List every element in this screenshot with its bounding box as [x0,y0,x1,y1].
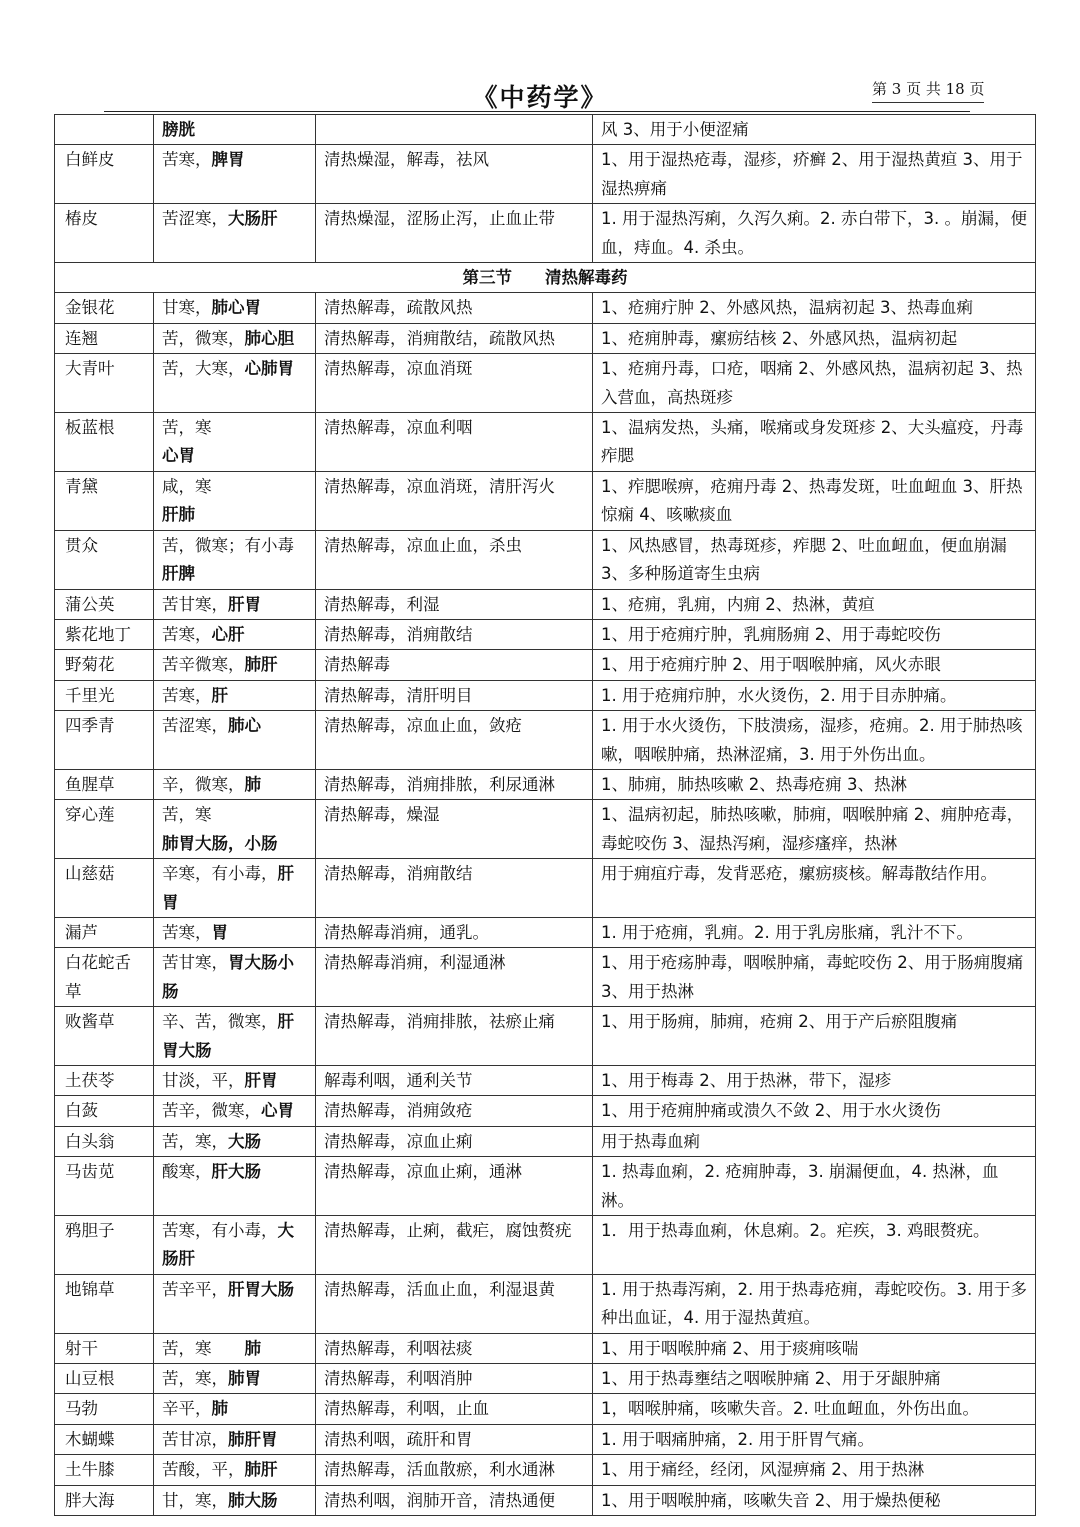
property-nature: 辛平， [162,1399,212,1419]
table-row [55,1096,1036,1126]
effect-cell: 清热解毒，活血止血，利湿退黄 [316,1274,593,1333]
table-row [55,1126,1036,1156]
table-row [55,650,1036,680]
table-row [55,413,1036,472]
table-row [55,1274,1036,1333]
table-row [55,204,1036,263]
effect-cell: 清热解毒，利咽，止血 [316,1394,593,1424]
section-row [55,263,1036,293]
usage-cell: 1、用于疮疡肿毒，咽喉肿痛，毒蛇咬伤 2、用于肠痈腹痛 3、用于热淋 [593,948,1036,1007]
effect-cell: 清热解毒 [316,650,593,680]
property-nature: 苦，寒 [162,418,212,438]
herb-name: 紫花地丁 [55,619,154,649]
property-cell [154,769,316,799]
table-row [55,619,1036,649]
usage-cell: 1. 用于咽痛肿痛，2. 用于肝胃气痛。 [593,1424,1036,1454]
effect-cell: 清热解毒，凉血止痢 [316,1126,593,1156]
effect-cell: 清热解毒，消痈散结 [316,859,593,918]
table-row [55,917,1036,947]
table-row [55,948,1036,1007]
property-meridian: 肺 [244,774,261,794]
property-meridian: 肺胃 [228,1369,261,1389]
usage-cell: 1、疮痈肿毒，瘰疬结核 2、外感风热，温病初起 [593,323,1036,353]
effect-cell: 清热解毒，消痈散结，疏散风热 [316,323,593,353]
property-nature: 苦涩寒， [162,209,228,229]
property-nature: 苦，微寒；有小毒 [162,535,294,555]
property-cell [154,917,316,947]
herb-name: 蒲公英 [55,589,154,619]
property-nature: 苦，寒 [162,805,212,825]
table-row [55,323,1036,353]
herb-name: 鱼腥草 [55,769,154,799]
herb-name: 贯众 [55,530,154,589]
effect-cell: 清热利咽，疏肝和胃 [316,1424,593,1454]
property-meridian: 心肺胃 [244,359,294,379]
property-cell [154,619,316,649]
property-meridian: 肝胃 [228,594,261,614]
effect-cell: 清热解毒，利咽消肿 [316,1364,593,1394]
table-row [55,589,1036,619]
effect-cell: 清热解毒，清肝明目 [316,680,593,710]
property-meridian: 肺心 [228,716,261,736]
property-meridian: 膀胱 [162,120,195,139]
usage-cell: 1、用于痛经，经闭，风湿痹痛 2、用于热淋 [593,1455,1036,1485]
herb-name: 椿皮 [55,204,154,263]
property-cell [154,1096,316,1126]
section-title: 第三节 清热解毒药 [55,263,1036,293]
effect-cell: 清热解毒，利咽祛痰 [316,1333,593,1363]
table-row [55,680,1036,710]
property-cell [154,115,316,145]
effect-cell: 清热解毒，燥湿 [316,800,593,859]
property-nature: 苦辛，微寒， [162,1101,261,1121]
page-number: 第 3 页 共 18 页 [872,78,984,103]
herb-name: 射干 [55,1333,154,1363]
property-meridian: 肺 [244,1338,261,1358]
usage-cell: 1、用于疮痈疔肿 2、用于咽喉肿痛，风火赤眼 [593,650,1036,680]
property-cell [154,413,316,472]
property-cell [154,859,316,918]
property-cell [154,1364,316,1394]
usage-cell: 1、用于梅毒 2、用于热淋，带下，湿疹 [593,1066,1036,1096]
usage-cell: 1、用于疮痈肿痛或溃久不敛 2、用于水火烫伤 [593,1096,1036,1126]
herb-name: 青黛 [55,471,154,530]
property-cell [154,650,316,680]
property-cell [154,1394,316,1424]
effect-cell: 清热解毒，凉血止痢，通淋 [316,1157,593,1216]
property-cell [154,589,316,619]
property-meridian: 肝脾 [162,564,195,584]
property-nature: 咸，寒 [162,476,212,496]
property-cell [154,1126,316,1156]
herb-name: 四季青 [55,711,154,770]
property-meridian: 肝大肠 [211,1162,261,1182]
herb-name: 千里光 [55,680,154,710]
property-nature: 苦，大寒， [162,359,245,379]
property-cell [154,1274,316,1333]
effect-cell: 清热解毒，消痈排脓，利尿通淋 [316,769,593,799]
usage-cell: 1. 用于湿热泻痢，久泻久痢。2. 赤白带下，3. 。崩漏，便血，痔血。4. 杀虫。 [593,204,1036,263]
property-meridian: 大肠 [228,1131,261,1151]
effect-cell: 清热解毒，消痈排脓，祛瘀止痛 [316,1007,593,1066]
usage-cell: 1、疮痈丹毒，口疮，咽痛 2、外感风热，温病初起 3、热入营血，高热斑疹 [593,354,1036,413]
property-nature: 苦寒，有小毒， [162,1221,278,1241]
property-nature: 苦辛微寒， [162,655,245,675]
herb-name: 山豆根 [55,1364,154,1394]
table-row [55,1455,1036,1485]
effect-cell [316,115,593,145]
effect-cell: 清热解毒消痈，通乳。 [316,917,593,947]
property-cell [154,530,316,589]
property-cell [154,1216,316,1275]
property-cell [154,1066,316,1096]
table-row [55,1066,1036,1096]
usage-cell: 1. 用于水火烫伤，下肢溃疡，湿疹，疮痈。2. 用于肺热咳嗽，咽喉肿痛，热淋涩痛，3. 用于外伤出血。 [593,711,1036,770]
herb-name: 金银花 [55,293,154,323]
usage-cell: 1、温病发热，头痛，喉痛或身发斑疹 2、大头瘟疫，丹毒痄腮 [593,413,1036,472]
table-row [55,115,1036,145]
property-meridian: 肝胃大肠 [228,1279,294,1299]
property-meridian: 肺肝 [244,1460,278,1480]
property-meridian: 脾胃 [211,150,245,170]
property-nature: 苦寒， [162,922,212,942]
usage-cell: 风 3、用于小便涩痛 [593,115,1036,145]
herb-name: 漏芦 [55,917,154,947]
effect-cell: 清热解毒，利湿 [316,589,593,619]
property-cell [154,1424,316,1454]
property-nature: 辛，微寒， [162,774,245,794]
usage-cell: 1、肺痈，肺热咳嗽 2、热毒疮痈 3、热淋 [593,769,1036,799]
table-row [55,145,1036,204]
property-nature: 辛、苦，微寒， [162,1012,278,1032]
usage-cell: 1、用于热毒壅结之咽喉肿痛 2、用于牙龈肿痛 [593,1364,1036,1394]
usage-cell: 1. 热毒血痢，2. 疮痈肿毒，3. 崩漏便血，4. 热淋，血淋。 [593,1157,1036,1216]
usage-cell: 1、温病初起，肺热咳嗽，肺痈，咽喉肿痛 2、痈肿疮毒，毒蛇咬伤 3、湿热泻痢，湿疹瘙痒，热淋 [593,800,1036,859]
property-meridian: 肝肺 [162,505,195,525]
property-meridian: 肺 [211,1399,228,1419]
property-meridian: 心胃 [162,446,195,466]
property-nature: 苦，寒 [162,1338,245,1358]
property-meridian: 肺心胆 [244,328,294,348]
property-nature: 苦辛平， [162,1279,228,1299]
usage-cell: 用于痈疽疔毒，发背恶疮，瘰疬痰核。解毒散结作用。 [593,859,1036,918]
table-row [55,1157,1036,1216]
effect-cell: 解毒利咽，通利关节 [316,1066,593,1096]
property-meridian: 大肠肝 [228,209,278,229]
property-cell [154,145,316,204]
table-row [55,1485,1036,1515]
property-meridian: 肺肝 [244,655,278,675]
property-meridian: 心胃 [261,1101,294,1121]
property-nature: 苦甘寒， [162,594,228,614]
usage-cell: 1．用于热毒血痢，休息痢。2。疟疾，3. 鸡眼赘疣。 [593,1216,1036,1275]
effect-cell: 清热解毒，止痢，截疟，腐蚀赘疣 [316,1216,593,1275]
property-meridian: 胃 [211,922,228,942]
property-meridian: 肺肝胃 [228,1429,278,1449]
herb-name: 穿心莲 [55,800,154,859]
property-nature: 苦，寒， [162,1369,228,1389]
property-nature: 甘，寒， [162,1490,228,1510]
property-nature: 酸寒， [162,1162,212,1182]
section-header-body [55,263,1036,293]
effect-cell: 清热解毒，凉血消斑，清肝泻火 [316,471,593,530]
usage-cell: 1、用于疮痈疔肿，乳痈肠痈 2、用于毒蛇咬伤 [593,619,1036,649]
usage-cell: 1、痄腮喉痹，疮痈丹毒 2、热毒发斑，吐血衄血 3、肝热惊痫 4、咳嗽痰血 [593,471,1036,530]
property-meridian: 肝胃 [162,864,294,912]
table-row [55,471,1036,530]
property-nature: 苦涩寒， [162,716,228,736]
table-row [55,1364,1036,1394]
document-title: 《中药学》 [472,83,608,112]
usage-cell: 1、用于咽喉肿痛 2、用于痰痈咳喘 [593,1333,1036,1363]
property-nature: 苦，寒， [162,1131,228,1151]
property-meridian: 胃大肠小肠 [162,953,294,1001]
property-nature: 苦甘凉， [162,1429,228,1449]
herb-name: 败酱草 [55,1007,154,1066]
effect-cell: 清热燥湿，解毒，祛风 [316,145,593,204]
property-cell [154,800,316,859]
usage-cell: 1. 用于疮痈疖肿，水火烫伤，2. 用于目赤肿痛。 [593,680,1036,710]
effect-cell: 清热解毒，凉血消斑 [316,354,593,413]
herb-name: 山慈菇 [55,859,154,918]
property-cell [154,948,316,1007]
effect-cell: 清热解毒，疏散风热 [316,293,593,323]
property-meridian: 心肝 [211,624,245,644]
property-cell [154,680,316,710]
property-cell [154,323,316,353]
property-meridian: 肺心胃 [211,298,261,318]
effect-cell: 清热利咽，润肺开音，清热通便 [316,1485,593,1515]
property-cell [154,711,316,770]
property-nature: 苦，微寒， [162,328,245,348]
property-meridian: 肝胃大肠 [162,1012,294,1060]
herb-name: 鸦胆子 [55,1216,154,1275]
herb-name: 连翘 [55,323,154,353]
effect-cell: 清热解毒，凉血止血，敛疮 [316,711,593,770]
effect-cell: 清热解毒，消痈散结 [316,619,593,649]
usage-cell: 1、风热感冒，热毒斑疹，痄腮 2、吐血衄血，便血崩漏 3、多种肠道寄生虫病 [593,530,1036,589]
property-nature: 苦寒， [162,685,212,705]
property-nature: 苦酸，平， [162,1460,245,1480]
usage-cell: 1，咽喉肿痛，咳嗽失音。2. 吐血衄血，外伤出血。 [593,1394,1036,1424]
usage-cell: 1、用于咽喉肿痛，咳嗽失音 2、用于燥热便秘 [593,1485,1036,1515]
table-row [55,1216,1036,1275]
table-row [55,1007,1036,1066]
table-row [55,1394,1036,1424]
table-row [55,800,1036,859]
usage-cell: 1. 用于热毒泻痢，2. 用于热毒疮痈，毒蛇咬伤。3. 用于多种出血证，4. 用于湿热黄疸。 [593,1274,1036,1333]
effect-cell: 清热解毒，消痈敛疮 [316,1096,593,1126]
property-cell [154,1007,316,1066]
herb-name: 白鲜皮 [55,145,154,204]
table-row [55,354,1036,413]
herb-name: 板蓝根 [55,413,154,472]
property-cell [154,1157,316,1216]
table-row [55,530,1036,589]
herb-name [55,115,154,145]
herb-name: 野菊花 [55,650,154,680]
herb-name: 木蝴蝶 [55,1424,154,1454]
usage-cell: 1、疮痈疔肿 2、外感风热，温病初起 3、热毒血痢 [593,293,1036,323]
property-cell [154,354,316,413]
property-cell [154,293,316,323]
table-body-top [55,115,1036,263]
herb-name: 白花蛇舌草 [55,948,154,1007]
herb-name: 马齿苋 [55,1157,154,1216]
property-cell [154,1485,316,1515]
herb-name: 马勃 [55,1394,154,1424]
property-nature: 苦寒， [162,150,212,170]
usage-cell: 1、用于肠痈，肺痈，疮痈 2、用于产后瘀阻腹痛 [593,1007,1036,1066]
herb-name: 胖大海 [55,1485,154,1515]
herb-name: 白头翁 [55,1126,154,1156]
table-row [55,1333,1036,1363]
effect-cell: 清热解毒，凉血止血，杀虫 [316,530,593,589]
herb-name: 土牛膝 [55,1455,154,1485]
herb-name: 土茯苓 [55,1066,154,1096]
property-cell [154,1333,316,1363]
property-meridian: 大肠肝 [162,1221,294,1269]
property-cell [154,204,316,263]
property-meridian: 肝 [211,685,228,705]
property-meridian: 肺大肠 [228,1490,278,1510]
property-nature: 苦寒， [162,624,212,644]
table-body-main [55,293,1036,1516]
effect-cell: 清热解毒，凉血利咽 [316,413,593,472]
effect-cell: 清热解毒，活血散瘀，利水通淋 [316,1455,593,1485]
property-meridian: 肺胃大肠，小肠 [162,833,278,853]
table-row [55,711,1036,770]
usage-cell: 1、疮痈，乳痈，内痈 2、热淋，黄疸 [593,589,1036,619]
usage-cell: 用于热毒血痢 [593,1126,1036,1156]
table-row [55,769,1036,799]
effect-cell: 清热解毒消痈，利湿通淋 [316,948,593,1007]
herb-table [54,114,1036,1516]
table-row [55,859,1036,918]
property-cell [154,1455,316,1485]
property-nature: 甘淡，平， [162,1071,245,1090]
table-row [55,1424,1036,1454]
property-meridian: 肝胃 [244,1071,278,1090]
property-nature: 苦甘寒， [162,953,228,973]
effect-cell: 清热燥湿，涩肠止泻，止血止带 [316,204,593,263]
header-rule [104,111,970,112]
herb-name: 地锦草 [55,1274,154,1333]
property-nature: 辛寒，有小毒， [162,864,278,884]
property-cell [154,471,316,530]
usage-cell: 1、用于湿热疮毒，湿疹，疥癣 2、用于湿热黄疸 3、用于湿热痹痛 [593,145,1036,204]
herb-name: 白蔹 [55,1096,154,1126]
table-row [55,293,1036,323]
herb-name: 大青叶 [55,354,154,413]
property-nature: 甘寒， [162,298,212,318]
usage-cell: 1. 用于疮痈，乳痈。2. 用于乳房胀痛，乳汁不下。 [593,917,1036,947]
